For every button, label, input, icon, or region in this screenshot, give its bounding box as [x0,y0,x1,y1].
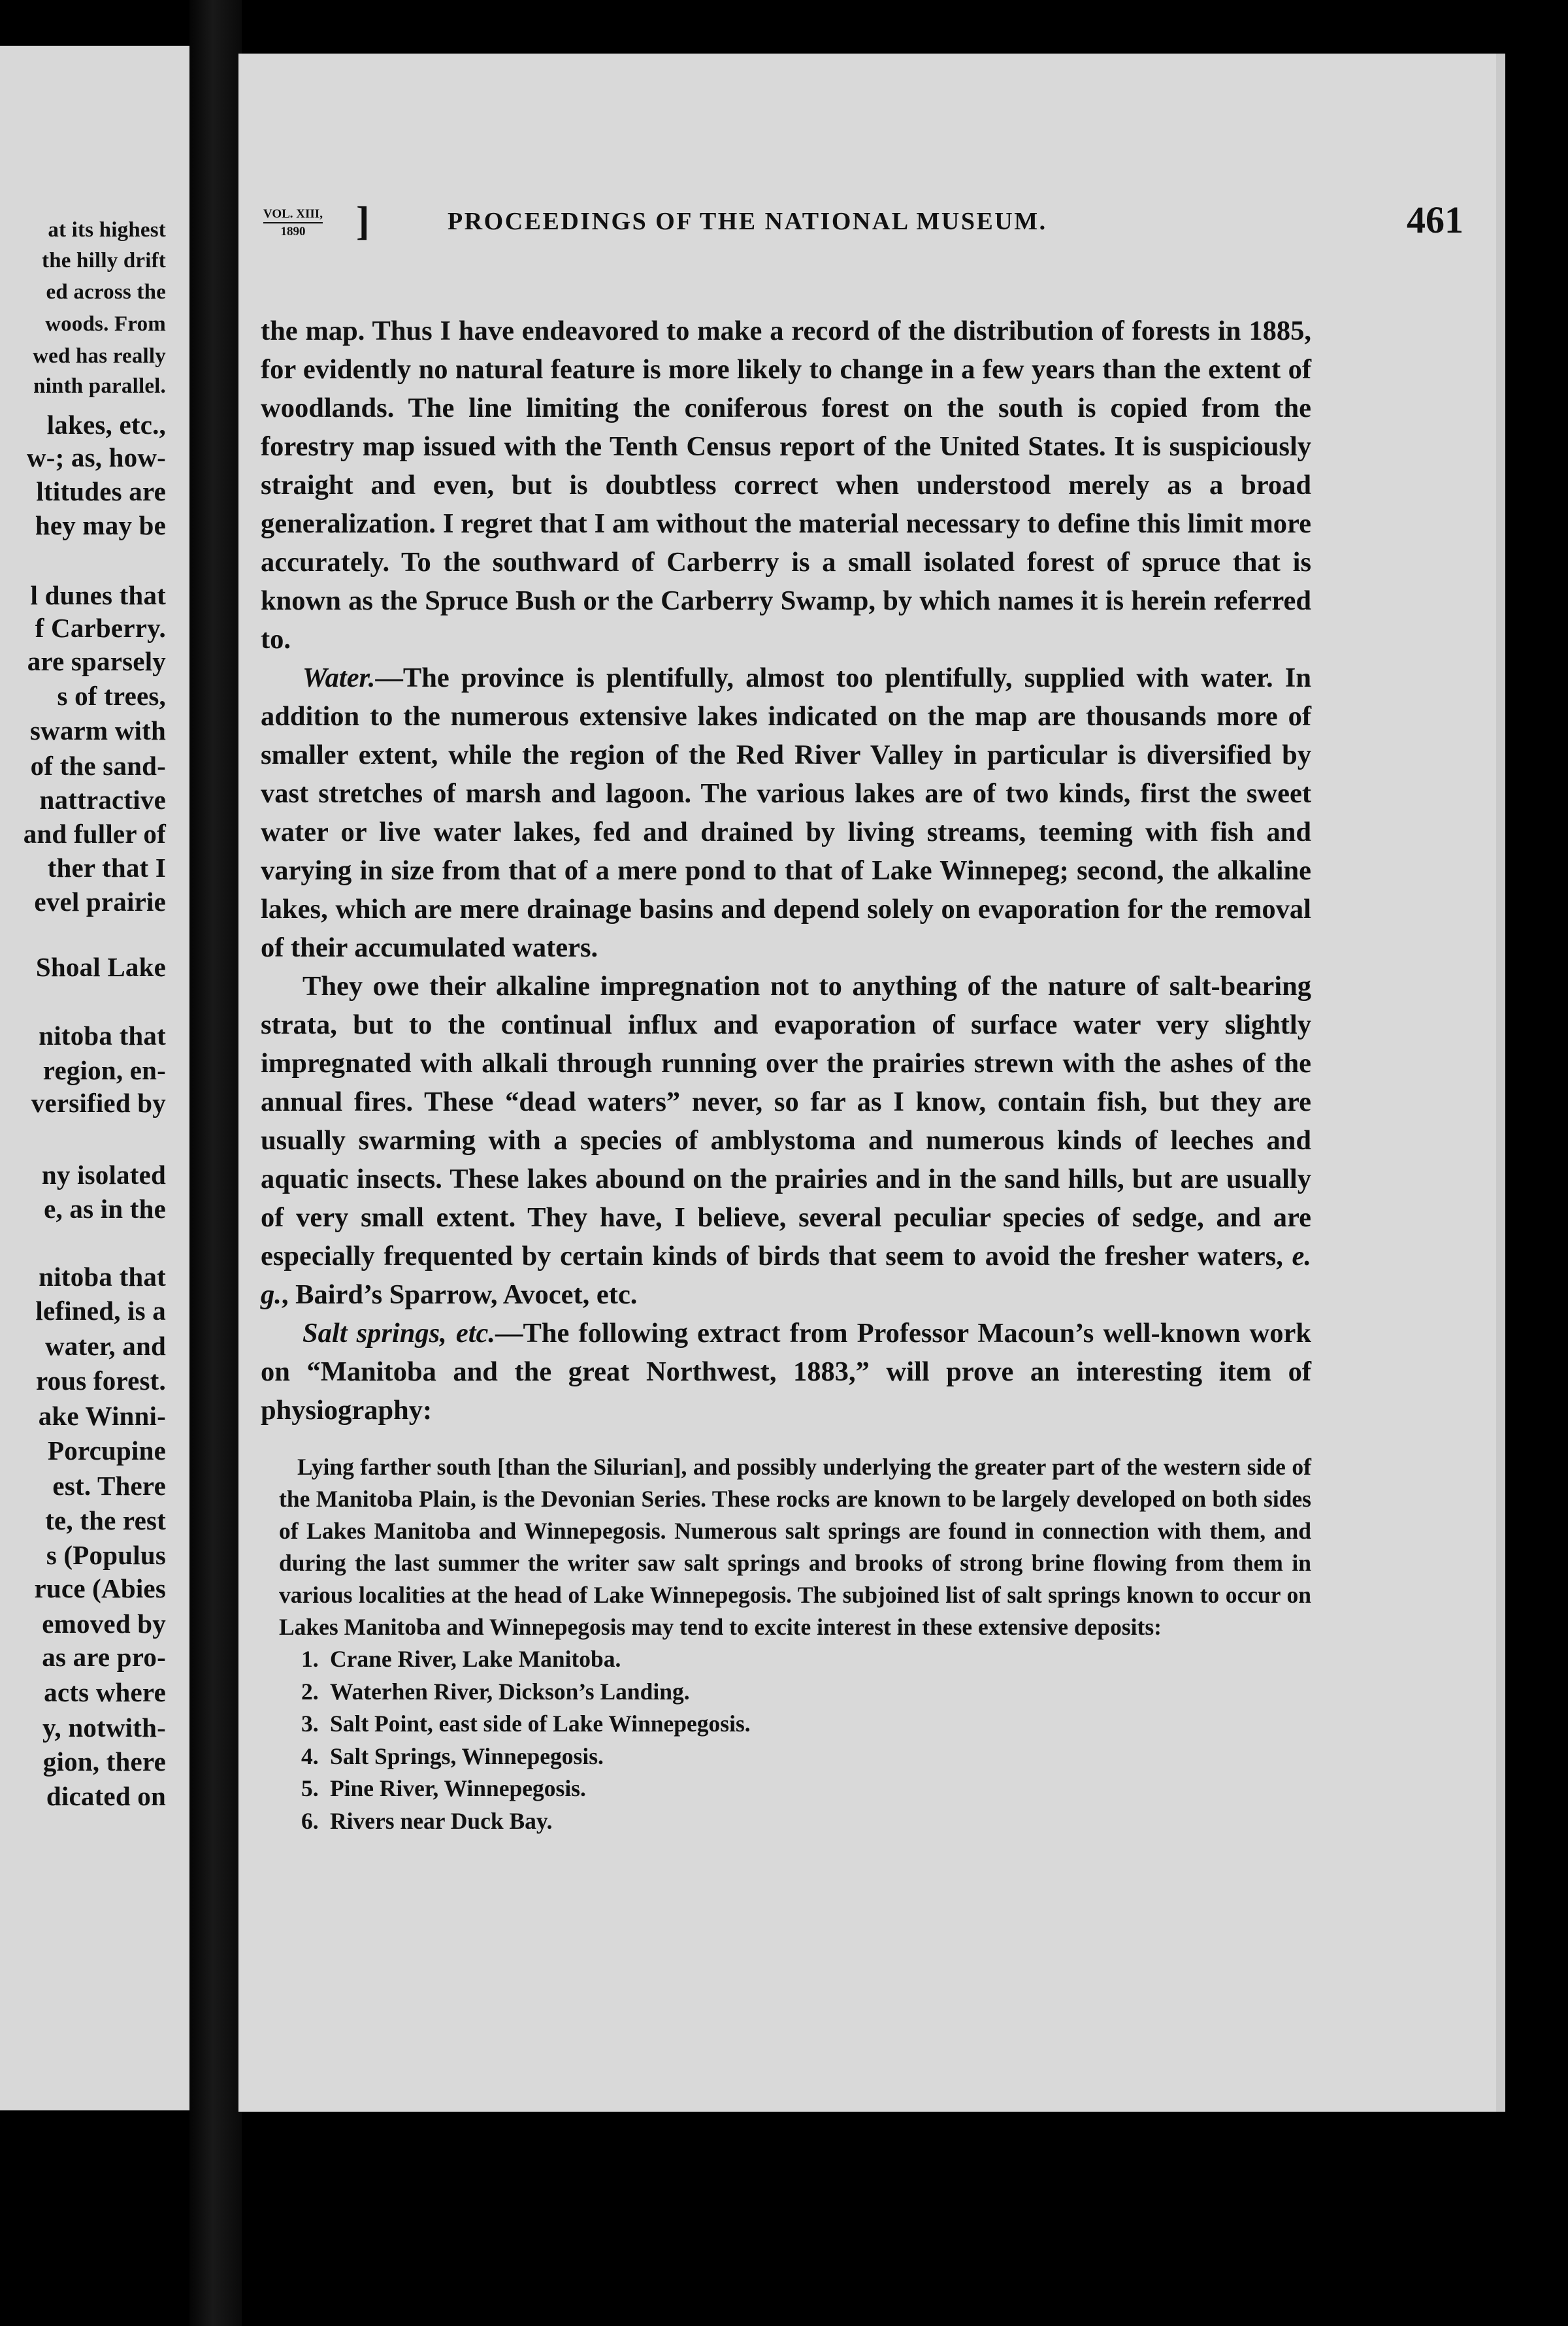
left-page-line-fragment: emoved by [42,1609,166,1639]
left-page-line-fragment: rous forest. [35,1366,166,1396]
left-page-line-fragment: ltitudes are [36,476,166,506]
list-item [301,1805,1311,1838]
left-page-line-fragment: as are pro- [42,1642,166,1672]
list-text: Waterhen River, Dickson’s Landing. [330,1678,690,1705]
paragraph-alkaline: They owe their alkaline impregnation not to anything of the nature of salt-bearing strata, but to the continual influx and evaporation of surface water very slightly impregnated with alkali through running over the prairies strewn with the ashes of the annual fires. These “dead waters” never, so far as I know, contain fish, but they are usually swarming with a species of amblystoma and numerous kinds of leeches and aquatic insects. These lakes abound on the prairies and in the sand hills, but are usually of very small extent. They have, I believe, several peculiar species of sedge, and are especially frequented by certain kinds of birds that seem to avoid the fresher waters, e. g., Baird’s Sparrow, Avocet, etc. [261,971,1312,1310]
left-page-line-fragment: wed has really [33,344,166,368]
list-text: Crane River, Lake Manitoba. [330,1646,621,1672]
page-edge [1496,54,1505,2112]
left-page-line-fragment: water, and [45,1331,166,1361]
left-page-line-fragment: nattractive [39,785,166,815]
body-text [261,312,1311,1837]
quote-text: Lying farther south [than the Silurian], and possibly underlying the greater part of the western side of the Manitoba Plain, is the Devonian Series. These rocks are known to be largely developed on both sides of Lakes Manitoba and Winnepegosis. Numerous salt springs are found in connection with them, and during the last summer the writer saw salt springs and brooks of strong brine flowing from them in various localities at the head of Lake Winnepegosis. The subjoined list of salt springs known to occur on Lakes Manitoba and Winnepegosis may tend to excite interest in these extensive deposits: [279,1454,1311,1640]
left-page-line-fragment: Porcupine [48,1435,166,1466]
left-page-line-fragment: and fuller of [23,819,166,849]
left-facing-page [0,46,189,2110]
left-page-line-fragment: at its highest [48,218,166,242]
list-text: Salt Springs, Winnepegosis. [330,1743,604,1769]
left-page-line-fragment: ruce (Abies [34,1573,166,1603]
list-text: Pine River, Winnepegosis. [330,1775,586,1801]
left-page-line-fragment: ed across the [46,280,166,304]
left-page-line-fragment: gion, there [42,1746,166,1777]
left-page-line-fragment: y, notwith- [42,1712,166,1743]
block-quote [261,1451,1311,1837]
left-page-line-fragment: swarm with [29,715,166,745]
list-item [301,1741,1311,1773]
list-item [301,1676,1311,1709]
list-text: Rivers near Duck Bay. [330,1807,553,1834]
left-page-line-fragment: l dunes that [30,580,166,610]
left-page-line-fragment: ther that I [47,853,166,883]
left-page-line-fragment: lakes, etc., [46,410,166,440]
left-page-line-fragment: acts where [44,1677,166,1707]
left-page-line-fragment: nitoba that [39,1021,166,1051]
left-page-line-fragment: region, en- [42,1055,166,1085]
list-text: Salt Point, east side of Lake Winnepegosis. [330,1711,751,1737]
left-page-line-fragment: s (Populus [46,1540,166,1570]
paragraph-salt-springs: Salt springs, etc.—The following extract from Professor Macoun’s well-known work on “Manitoba and the great Northwest, 1883,” will prove an interesting item of physiography: [261,1318,1312,1426]
left-page-line-fragment: lefined, is a [35,1296,166,1326]
left-page-line-fragment: e, as in the [44,1194,166,1224]
left-page-line-fragment: Shoal Lake [35,952,166,982]
running-head [238,197,1496,250]
left-page-line-fragment: of the sand- [30,751,166,781]
list-number: 3. [301,1711,319,1737]
volume-label [263,206,323,240]
list-item [301,1643,1311,1676]
left-page-line-fragment: te, the rest [45,1505,166,1535]
list-number: 2. [301,1678,319,1705]
left-page-line-fragment: f Carberry. [35,613,166,643]
left-page-line-fragment: w-; as, how- [26,442,166,472]
list-number: 1. [301,1646,319,1672]
page-gutter [189,0,242,2326]
paragraph-forests: the map. Thus I have endeavored to make a record of the distribution of forests in 1885, for evidently no natural feature is more likely to change in a few years than the extent of woodlands. The line limiting the coniferous forest on the south is copied from the forestry map issued with the Tenth Census report of the United States. It is suspiciously straight and even, but is doubtless correct when understood merely as a broad generalization. I regret that I am without the material necessary to define this limit more accurately. To the southward of Carberry is a small isolated forest of spruce that is known as the Spruce Bush or the Carberry Swamp, by which names it is herein referred to. [261,316,1311,655]
left-page-line-fragment: nitoba that [39,1262,166,1292]
volume-year: 1890 [263,222,323,240]
left-page-line-fragment: are sparsely [27,646,166,676]
left-page-line-fragment: versified by [31,1088,166,1118]
section-heading-water: Water. [302,663,376,693]
left-page-line-fragment: ake Winni- [38,1401,166,1431]
left-page-line-fragment: hey may be [35,510,166,540]
list-item [301,1773,1311,1805]
section-heading-salt-springs: Salt springs, etc. [302,1318,495,1349]
header-bracket: ] [356,199,370,244]
running-title: PROCEEDINGS OF THE NATIONAL MUSEUM. [448,208,1047,235]
left-page-line-fragment: dicated on [46,1781,166,1811]
left-page-line-fragment: woods. From [45,312,166,336]
page [238,54,1496,2112]
left-page-line-fragment: evel prairie [34,887,166,917]
salt-springs-list [279,1643,1311,1837]
list-number: 6. [301,1807,319,1834]
list-number: 4. [301,1743,319,1769]
volume-number: VOL. XIII, [263,207,323,221]
paragraph-water: Water.—The province is plentifully, almost too plentifully, supplied with water. In addition to the numerous extensive lakes indicated on the map are thousands more of smaller extent, while the region of the Red River Valley in particular is diversified by vast stretches of marsh and lagoon. The various lakes are of two kinds, first the sweet water or live water lakes, fed and drained by living streams, teeming with fish and varying in size from that of a mere pond to that of Lake Winnepeg; second, the alkaline lakes, which are mere drainage basins and depend solely on evaporation for the removal of their accumulated waters. [261,663,1311,963]
list-number: 5. [301,1775,319,1801]
left-page-line-fragment: s of trees, [57,681,166,711]
left-page-line-fragment: ny isolated [41,1160,166,1190]
list-item [301,1708,1311,1741]
left-page-line-fragment: the hilly drift [42,249,166,272]
page-number: 461 [1407,199,1463,241]
left-page-line-fragment: ninth parallel. [33,374,166,398]
left-page-line-fragment: est. There [52,1471,166,1501]
